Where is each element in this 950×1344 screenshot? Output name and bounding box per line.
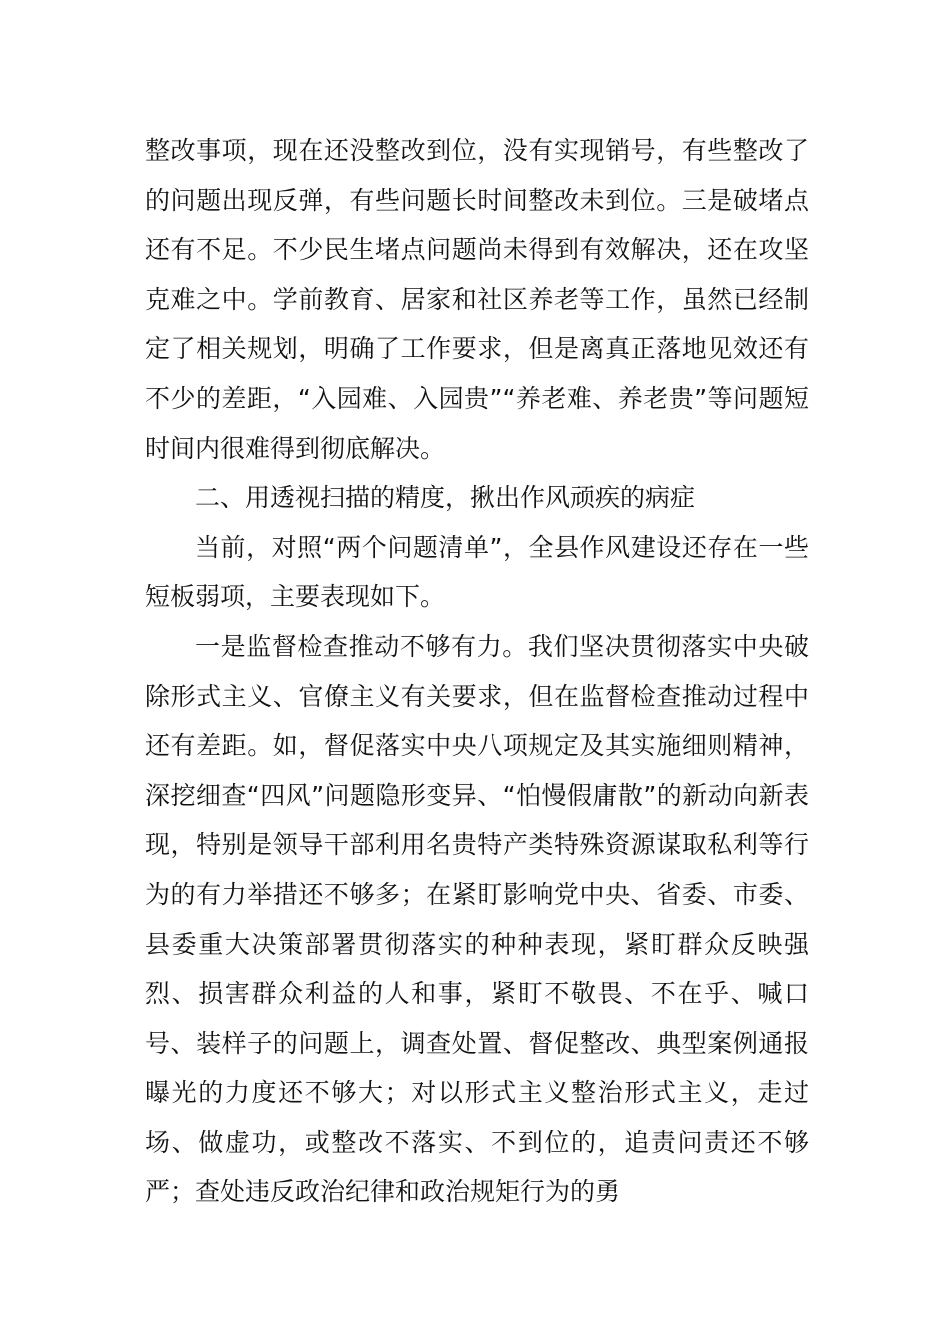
- paragraph-point-one: 一是监督检查推动不够有力。我们坚决贯彻落实中央破除形式主义、官僚主义有关要求，但在监督检查推动过程中还有差距。如，督促落实中央八项规定及其实施细则精神，深挖细查“四风”问题隐形变异、“怕慢假庸散”的新动向新表现，特别是领导干部利用名贵特产类特殊资源谋取私利等行为的有力举措还不够多；在紧盯影响党中央、省委、市委、县委重大决策部署贯彻落实的种种表现，紧盯群众反映强烈、损害群众利益的人和事，紧盯不敬畏、不在乎、喊口号、装样子的问题上，调查处置、督促整改、典型案例通报曝光的力度还不够大；对以形式主义整治形式主义，走过场、做虚功，或整改不落实、不到位的，追责问责还不够严；查处违反政治纪律和政治规矩行为的勇: [145, 631, 809, 1207]
- section-heading: 二、用透视扫描的精度，揪出作风顽疾的病症: [195, 483, 696, 513]
- document-body: [145, 126, 809, 1217]
- paragraph-intro: 当前，对照“两个问题清单”，全县作风建设还存在一些短板弱项，主要表现如下。: [145, 532, 809, 612]
- paragraph-continuation: 整改事项，现在还没整改到位，没有实现销号，有些整改了的问题出现反弹，有些问题长时间整改未到位。三是破堵点还有不足。不少民生堵点问题尚未得到有效解决，还在攻坚克难之中。学前教育、居家和社区养老等工作，虽然已经制定了相关规划，明确了工作要求，但是离真正落地见效还有不少的差距，“入园难、入园贵”“养老难、养老贵”等问题短时间内很难得到彻底解决。: [145, 136, 809, 463]
